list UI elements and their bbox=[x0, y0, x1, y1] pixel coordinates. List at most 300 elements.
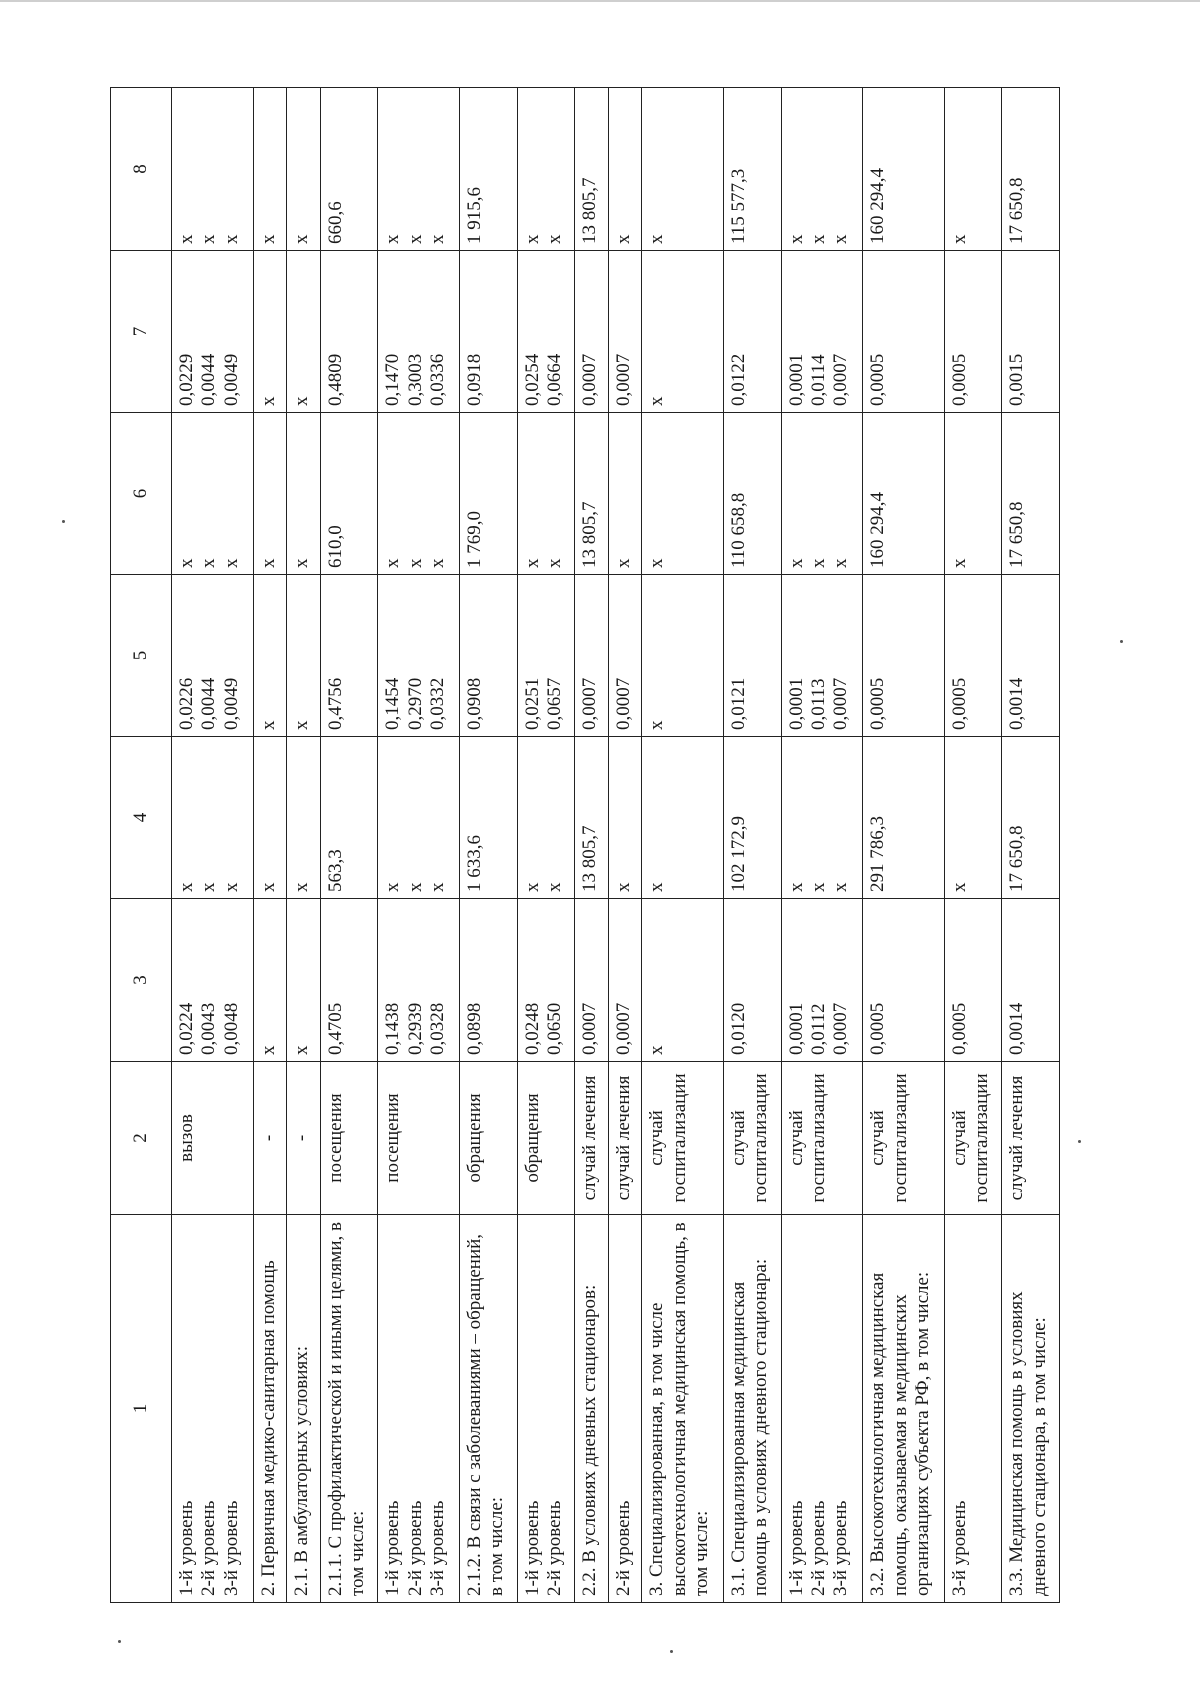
cell-value: х bbox=[807, 558, 829, 568]
row-label: 3.3. Медицинская помощь в условиях дневного стационара, в том числе: bbox=[1006, 1291, 1050, 1596]
cell-value: 0,0005 bbox=[867, 677, 889, 730]
value-cell-c4 bbox=[378, 737, 460, 899]
cell-value: 0,0001 bbox=[785, 353, 807, 406]
value-cell-c3 bbox=[723, 899, 781, 1062]
row-label: 2.1. В амбулаторных условиях: bbox=[291, 1346, 313, 1596]
value-cell-c8 bbox=[863, 88, 945, 251]
unit-label: случай госпитализации bbox=[785, 1073, 829, 1203]
cell-value: х bbox=[807, 882, 829, 892]
value-cell-c4 bbox=[642, 737, 724, 899]
cell-value: 0,3003 bbox=[404, 353, 426, 406]
cell-value: 0,0044 bbox=[198, 677, 220, 730]
cell-value: 0,0226 bbox=[176, 677, 197, 730]
table-row bbox=[253, 88, 287, 1603]
col-header-7: 7 bbox=[111, 251, 172, 413]
table-row bbox=[172, 88, 254, 1603]
cell-value: 0,0014 bbox=[1006, 1002, 1028, 1055]
unit-label: обращения bbox=[521, 1093, 543, 1183]
scan-speck bbox=[670, 1650, 673, 1653]
value-cell-c6 bbox=[608, 413, 642, 575]
unit-label: случай госпитализации bbox=[867, 1073, 911, 1203]
row-label-cell bbox=[723, 1215, 781, 1603]
cell-value: х bbox=[785, 234, 807, 244]
col-header-8: 8 bbox=[111, 88, 172, 251]
cell-value: 563,3 bbox=[324, 849, 346, 892]
cell-value: 0,0664 bbox=[543, 353, 565, 406]
cell-value: х bbox=[646, 234, 668, 244]
value-cell-c7 bbox=[320, 251, 378, 413]
table-row bbox=[608, 88, 642, 1603]
value-cell-c8 bbox=[608, 88, 642, 251]
value-cell-c6 bbox=[642, 413, 724, 575]
value-cell-c8 bbox=[172, 88, 254, 251]
value-cell-c3 bbox=[378, 899, 460, 1062]
cell-value: 0,1454 bbox=[382, 677, 404, 730]
row-label: 3. Специализированная, в том числе высокотехнологичная медицинская помощь, в том числе: bbox=[646, 1222, 713, 1596]
row-label-cell bbox=[320, 1215, 378, 1603]
cell-value: х bbox=[382, 882, 404, 892]
table-row bbox=[642, 88, 724, 1603]
cell-value: 0,0328 bbox=[427, 1002, 449, 1055]
unit-cell bbox=[642, 1062, 724, 1215]
cell-value: 0,0014 bbox=[1006, 677, 1028, 730]
value-cell-c8 bbox=[1002, 88, 1060, 251]
cell-value: х bbox=[220, 558, 242, 568]
value-cell-c5 bbox=[608, 575, 642, 737]
cell-value: 0,0251 bbox=[521, 677, 543, 730]
cell-value: 13 805,7 bbox=[579, 501, 601, 568]
cell-value: х bbox=[198, 882, 220, 892]
cell-value: х bbox=[404, 882, 426, 892]
row-label: 1-й уровень bbox=[521, 1500, 543, 1596]
col-header-6: 6 bbox=[111, 413, 172, 575]
cell-value: 1 915,6 bbox=[463, 187, 485, 244]
cell-value: 0,0048 bbox=[220, 1002, 242, 1055]
cell-value: х bbox=[198, 234, 220, 244]
cell-value: 0,0015 bbox=[1006, 353, 1028, 406]
value-cell-c5 bbox=[320, 575, 378, 737]
cell-value: 0,0114 bbox=[807, 354, 829, 406]
row-label-cell bbox=[863, 1215, 945, 1603]
table-row bbox=[575, 88, 609, 1603]
value-cell-c4 bbox=[608, 737, 642, 899]
col-header-2: 2 bbox=[111, 1062, 172, 1215]
row-label-cell bbox=[1002, 1215, 1060, 1603]
value-cell-c4 bbox=[723, 737, 781, 899]
cell-value: 0,0113 bbox=[807, 678, 829, 730]
cell-value: 291 786,3 bbox=[867, 816, 889, 892]
cell-value: 1 633,6 bbox=[463, 835, 485, 892]
row-label-cell bbox=[781, 1215, 863, 1603]
cell-value: 0,0001 bbox=[785, 1002, 807, 1055]
cell-value: 0,0336 bbox=[427, 353, 449, 406]
cell-value: 0,0007 bbox=[830, 677, 852, 730]
value-cell-c4 bbox=[575, 737, 609, 899]
value-cell-c6 bbox=[378, 413, 460, 575]
cell-value: х bbox=[612, 234, 634, 244]
value-cell-c3 bbox=[781, 899, 863, 1062]
value-cell-c6 bbox=[781, 413, 863, 575]
cell-value: х bbox=[404, 234, 426, 244]
value-cell-c5 bbox=[944, 575, 1002, 737]
cell-value: х bbox=[291, 558, 313, 568]
unit-label: случай лечения bbox=[579, 1075, 601, 1201]
cell-value: 0,0007 bbox=[579, 677, 601, 730]
cell-value: 0,0908 bbox=[463, 677, 485, 730]
value-cell-c7 bbox=[172, 251, 254, 413]
value-cell-c5 bbox=[575, 575, 609, 737]
cell-value: 0,2970 bbox=[404, 677, 426, 730]
value-cell-c3 bbox=[172, 899, 254, 1062]
data-table bbox=[110, 87, 1060, 1603]
value-cell-c6 bbox=[575, 413, 609, 575]
cell-value: 610,0 bbox=[324, 525, 346, 568]
unit-cell bbox=[517, 1062, 575, 1215]
value-cell-c7 bbox=[781, 251, 863, 413]
unit-label: случай госпитализации bbox=[948, 1073, 993, 1203]
cell-value: х bbox=[257, 1045, 279, 1055]
unit-cell bbox=[287, 1062, 321, 1215]
table-row bbox=[287, 88, 321, 1603]
cell-value: х bbox=[404, 558, 426, 568]
row-label-cell bbox=[287, 1215, 321, 1603]
row-label: 3.1. Специализированная медицинская помощь в условиях дневного стационара: bbox=[727, 1258, 772, 1596]
cell-value: 102 172,9 bbox=[727, 816, 749, 892]
cell-value: х bbox=[543, 882, 565, 892]
cell-value: 0,0224 bbox=[176, 1002, 197, 1055]
cell-value: 0,0918 bbox=[463, 353, 485, 406]
cell-value: 0,1438 bbox=[382, 1002, 404, 1055]
unit-label: посещения bbox=[324, 1093, 346, 1183]
cell-value: 17 650,8 bbox=[1006, 825, 1028, 892]
value-cell-c4 bbox=[287, 737, 321, 899]
row-label: 3.2. Высокотехнологичная медицинская помощь, оказываемая в медицинских организациях субъекта РФ, в том числе: bbox=[867, 1271, 933, 1596]
cell-value: х bbox=[785, 558, 807, 568]
cell-value: 160 294,4 bbox=[867, 492, 889, 568]
cell-value: 0,0005 bbox=[948, 677, 970, 730]
cell-value: х bbox=[176, 558, 197, 568]
cell-value: 160 294,4 bbox=[867, 168, 889, 244]
value-cell-c7 bbox=[287, 251, 321, 413]
cell-value: х bbox=[291, 1045, 313, 1055]
cell-value: 0,0254 bbox=[521, 353, 543, 406]
table-row bbox=[863, 88, 945, 1603]
value-cell-c7 bbox=[608, 251, 642, 413]
value-cell-c6 bbox=[287, 413, 321, 575]
value-cell-c3 bbox=[517, 899, 575, 1062]
value-cell-c7 bbox=[517, 251, 575, 413]
value-cell-c6 bbox=[459, 413, 517, 575]
value-cell-c3 bbox=[287, 899, 321, 1062]
cell-value: х bbox=[646, 882, 668, 892]
value-cell-c3 bbox=[944, 899, 1002, 1062]
cell-value: 0,0229 bbox=[176, 353, 197, 406]
value-cell-c4 bbox=[781, 737, 863, 899]
cell-value: х bbox=[427, 234, 449, 244]
cell-value: 0,0121 bbox=[727, 677, 749, 730]
value-cell-c3 bbox=[608, 899, 642, 1062]
cell-value: х bbox=[291, 396, 313, 406]
row-label: 2-й уровень bbox=[198, 1500, 220, 1596]
row-label: 2.1.1. С профилактической и иными целями, в том числе: bbox=[324, 1222, 369, 1596]
row-label-cell bbox=[253, 1215, 287, 1603]
row-label-cell bbox=[517, 1215, 575, 1603]
cell-value: 0,0332 bbox=[427, 677, 449, 730]
table-row bbox=[320, 88, 378, 1603]
cell-value: х bbox=[257, 234, 279, 244]
scan-speck bbox=[1120, 640, 1123, 643]
unit-cell bbox=[172, 1062, 254, 1215]
cell-value: х bbox=[785, 882, 807, 892]
cell-value: 0,0007 bbox=[830, 353, 852, 406]
row-label: 3-й уровень bbox=[427, 1500, 449, 1596]
unit-label: посещения bbox=[382, 1093, 404, 1183]
table-row bbox=[723, 88, 781, 1603]
cell-value: 0,0001 bbox=[785, 677, 807, 730]
value-cell-c5 bbox=[642, 575, 724, 737]
cell-value: 115 577,3 bbox=[727, 168, 749, 244]
value-cell-c7 bbox=[944, 251, 1002, 413]
value-cell-c3 bbox=[863, 899, 945, 1062]
row-label-cell bbox=[575, 1215, 609, 1603]
table-row bbox=[944, 88, 1002, 1603]
value-cell-c5 bbox=[378, 575, 460, 737]
cell-value: 0,1470 bbox=[382, 353, 404, 406]
value-cell-c7 bbox=[1002, 251, 1060, 413]
row-label-cell bbox=[459, 1215, 517, 1603]
row-label: 2. Первичная медико-санитарная помощь bbox=[257, 1260, 279, 1596]
cell-value: 0,0007 bbox=[579, 353, 601, 406]
cell-value: 17 650,8 bbox=[1006, 501, 1028, 568]
cell-value: 0,0043 bbox=[198, 1002, 220, 1055]
value-cell-c6 bbox=[863, 413, 945, 575]
value-cell-c4 bbox=[863, 737, 945, 899]
row-label: 2.2. В условиях дневных стационаров: bbox=[579, 1284, 601, 1596]
cell-value: х bbox=[521, 882, 543, 892]
cell-value: 0,4705 bbox=[324, 1002, 346, 1055]
row-label: 2-й уровень bbox=[543, 1500, 565, 1596]
row-label-cell bbox=[172, 1215, 254, 1603]
unit-cell bbox=[863, 1062, 945, 1215]
value-cell-c5 bbox=[287, 575, 321, 737]
cell-value: х bbox=[830, 558, 852, 568]
value-cell-c8 bbox=[517, 88, 575, 251]
unit-cell bbox=[944, 1062, 1002, 1215]
unit-label: случай госпитализации bbox=[727, 1073, 772, 1203]
value-cell-c4 bbox=[459, 737, 517, 899]
cell-value: х bbox=[257, 396, 279, 406]
cell-value: х bbox=[646, 558, 668, 568]
unit-cell bbox=[459, 1062, 517, 1215]
cell-value: 0,0657 bbox=[543, 677, 565, 730]
cell-value: 110 658,8 bbox=[727, 492, 749, 568]
value-cell-c5 bbox=[723, 575, 781, 737]
unit-cell bbox=[723, 1062, 781, 1215]
cell-value: 0,0007 bbox=[612, 1002, 634, 1055]
row-label-cell bbox=[608, 1215, 642, 1603]
col-header-3: 3 bbox=[111, 899, 172, 1062]
header-row bbox=[111, 88, 172, 1603]
cell-value: х bbox=[830, 882, 852, 892]
row-label: 3-й уровень bbox=[830, 1500, 852, 1596]
cell-value: 0,2939 bbox=[404, 1002, 426, 1055]
value-cell-c6 bbox=[517, 413, 575, 575]
cell-value: х bbox=[612, 882, 634, 892]
cell-value: х bbox=[427, 882, 449, 892]
cell-value: х bbox=[382, 234, 404, 244]
cell-value: 0,0007 bbox=[612, 353, 634, 406]
value-cell-c5 bbox=[1002, 575, 1060, 737]
cell-value: х bbox=[521, 558, 543, 568]
cell-value: х bbox=[176, 882, 197, 892]
row-label: 1-й уровень bbox=[176, 1500, 197, 1596]
cell-value: х bbox=[543, 234, 565, 244]
value-cell-c8 bbox=[378, 88, 460, 251]
value-cell-c4 bbox=[253, 737, 287, 899]
unit-label: случай лечения bbox=[612, 1075, 634, 1201]
value-cell-c8 bbox=[459, 88, 517, 251]
cell-value: х bbox=[427, 558, 449, 568]
cell-value: х bbox=[257, 558, 279, 568]
unit-label: случай госпитализации bbox=[646, 1073, 690, 1203]
scan-edge bbox=[0, 0, 1200, 2]
cell-value: 0,0248 bbox=[521, 1002, 543, 1055]
cell-value: 13 805,7 bbox=[579, 825, 601, 892]
row-label: 1-й уровень bbox=[382, 1500, 404, 1596]
unit-cell bbox=[378, 1062, 460, 1215]
value-cell-c3 bbox=[253, 899, 287, 1062]
value-cell-c3 bbox=[320, 899, 378, 1062]
table-body bbox=[172, 88, 1060, 1603]
cell-value: 0,0007 bbox=[579, 1002, 601, 1055]
cell-value: х bbox=[612, 558, 634, 568]
value-cell-c5 bbox=[172, 575, 254, 737]
value-cell-c4 bbox=[320, 737, 378, 899]
value-cell-c5 bbox=[517, 575, 575, 737]
cell-value: х bbox=[948, 882, 970, 892]
value-cell-c6 bbox=[1002, 413, 1060, 575]
cell-value: х bbox=[646, 720, 668, 730]
value-cell-c8 bbox=[253, 88, 287, 251]
unit-label: - bbox=[291, 1134, 313, 1142]
value-cell-c8 bbox=[320, 88, 378, 251]
value-cell-c7 bbox=[459, 251, 517, 413]
value-cell-c3 bbox=[575, 899, 609, 1062]
cell-value: 0,0007 bbox=[830, 1002, 852, 1055]
value-cell-c5 bbox=[253, 575, 287, 737]
value-cell-c6 bbox=[944, 413, 1002, 575]
unit-cell bbox=[575, 1062, 609, 1215]
col-header-5: 5 bbox=[111, 575, 172, 737]
row-label: 2-й уровень bbox=[612, 1500, 634, 1596]
unit-label: обращения bbox=[463, 1093, 485, 1183]
row-label: 3-й уровень bbox=[220, 1500, 242, 1596]
value-cell-c8 bbox=[944, 88, 1002, 251]
value-cell-c4 bbox=[944, 737, 1002, 899]
unit-cell bbox=[320, 1062, 378, 1215]
value-cell-c3 bbox=[1002, 899, 1060, 1062]
cell-value: 0,4756 bbox=[324, 677, 346, 730]
value-cell-c7 bbox=[575, 251, 609, 413]
unit-cell bbox=[608, 1062, 642, 1215]
value-cell-c5 bbox=[459, 575, 517, 737]
cell-value: х bbox=[382, 558, 404, 568]
cell-value: х bbox=[220, 234, 242, 244]
cell-value: 660,6 bbox=[324, 201, 346, 244]
cell-value: х bbox=[257, 882, 279, 892]
value-cell-c3 bbox=[459, 899, 517, 1062]
cell-value: 0,0049 bbox=[220, 677, 242, 730]
unit-label: вызов bbox=[176, 1114, 197, 1162]
cell-value: 0,0005 bbox=[867, 1002, 889, 1055]
cell-value: 17 650,8 bbox=[1006, 177, 1028, 244]
cell-value: х bbox=[543, 558, 565, 568]
table-row bbox=[378, 88, 460, 1603]
col-header-1: 1 bbox=[111, 1215, 172, 1603]
value-cell-c6 bbox=[723, 413, 781, 575]
cell-value: 0,4809 bbox=[324, 353, 346, 406]
value-cell-c7 bbox=[723, 251, 781, 413]
table-row bbox=[1002, 88, 1060, 1603]
cell-value: 0,0005 bbox=[948, 353, 970, 406]
unit-cell bbox=[253, 1062, 287, 1215]
row-label-cell bbox=[642, 1215, 724, 1603]
cell-value: х bbox=[646, 396, 668, 406]
value-cell-c4 bbox=[172, 737, 254, 899]
value-cell-c6 bbox=[172, 413, 254, 575]
value-cell-c7 bbox=[863, 251, 945, 413]
scan-speck bbox=[1078, 1140, 1081, 1143]
cell-value: 0,0044 bbox=[198, 353, 220, 406]
cell-value: 0,0005 bbox=[867, 353, 889, 406]
cell-value: х bbox=[807, 234, 829, 244]
value-cell-c4 bbox=[1002, 737, 1060, 899]
cell-value: х bbox=[948, 558, 970, 568]
row-label: 2.1.2. В связи с заболеваниями – обращений, в том числе: bbox=[463, 1233, 508, 1596]
cell-value: х bbox=[176, 234, 197, 244]
row-label-cell bbox=[378, 1215, 460, 1603]
row-label: 2-й уровень bbox=[404, 1500, 426, 1596]
cell-value: х bbox=[291, 234, 313, 244]
cell-value: 0,0122 bbox=[727, 353, 749, 406]
cell-value: 0,0049 bbox=[220, 353, 242, 406]
table-row bbox=[781, 88, 863, 1603]
unit-label: - bbox=[257, 1134, 279, 1142]
table-row bbox=[459, 88, 517, 1603]
rotated-page bbox=[110, 88, 1060, 1603]
cell-value: х bbox=[198, 558, 220, 568]
value-cell-c5 bbox=[863, 575, 945, 737]
unit-cell bbox=[1002, 1062, 1060, 1215]
cell-value: х bbox=[948, 234, 970, 244]
value-cell-c8 bbox=[723, 88, 781, 251]
unit-label: случай лечения bbox=[1006, 1075, 1028, 1201]
cell-value: 1 769,0 bbox=[463, 511, 485, 568]
table-row bbox=[517, 88, 575, 1603]
cell-value: 0,0005 bbox=[948, 1002, 970, 1055]
value-cell-c8 bbox=[781, 88, 863, 251]
cell-value: х bbox=[291, 720, 313, 730]
value-cell-c7 bbox=[253, 251, 287, 413]
value-cell-c3 bbox=[642, 899, 724, 1062]
cell-value: 0,0007 bbox=[612, 677, 634, 730]
cell-value: х bbox=[646, 1045, 668, 1055]
value-cell-c6 bbox=[253, 413, 287, 575]
cell-value: 0,0898 bbox=[463, 1002, 485, 1055]
cell-value: х bbox=[257, 720, 279, 730]
value-cell-c6 bbox=[320, 413, 378, 575]
cell-value: 13 805,7 bbox=[579, 177, 601, 244]
